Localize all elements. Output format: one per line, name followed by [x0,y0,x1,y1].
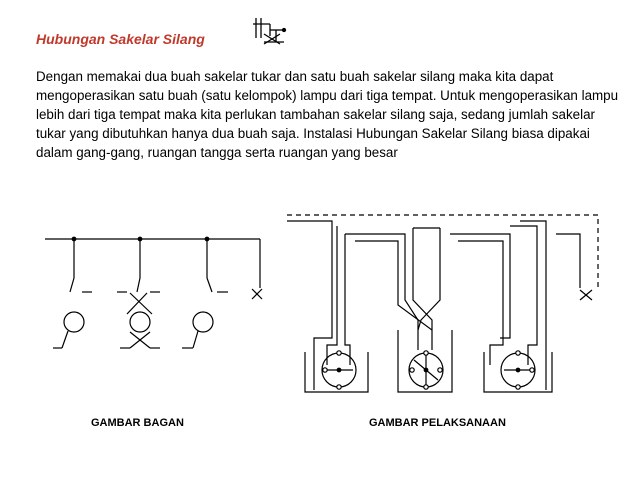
installation-switch-3 [501,351,535,389]
schematic-switch-2 [117,239,160,348]
description-paragraph: Dengan memakai dua buah sakelar tukar dan satu buah sakelar silang maka kita dapat mengoperasikan satu buah (satu kelompok) lampu dari tiga tempat. Untuk mengoperasikan lampu lebih dari tiga tempat maka kita perlukan tambahan sakelar silang saja, sedang jumlah sakelar tukar yang dibutuhkan hanya dua buah saja. Instalasi Hubungan Sakelar Silang biasa dipakai dalam gang-gang, ruangan tangga serta ruangan yang besar [36,69,619,160]
page-title: Hubungan Sakelar Silang [36,31,205,47]
schematic-diagram [45,237,262,348]
schematic-switch-1 [53,239,92,348]
caption-schematic: GAMBAR BAGAN [91,417,184,429]
installation-switch-2 [409,351,443,389]
schematic-switch-3 [182,239,228,348]
caption-installation: GAMBAR PELAKSANAAN [369,417,506,429]
installation-diagram [287,215,598,392]
